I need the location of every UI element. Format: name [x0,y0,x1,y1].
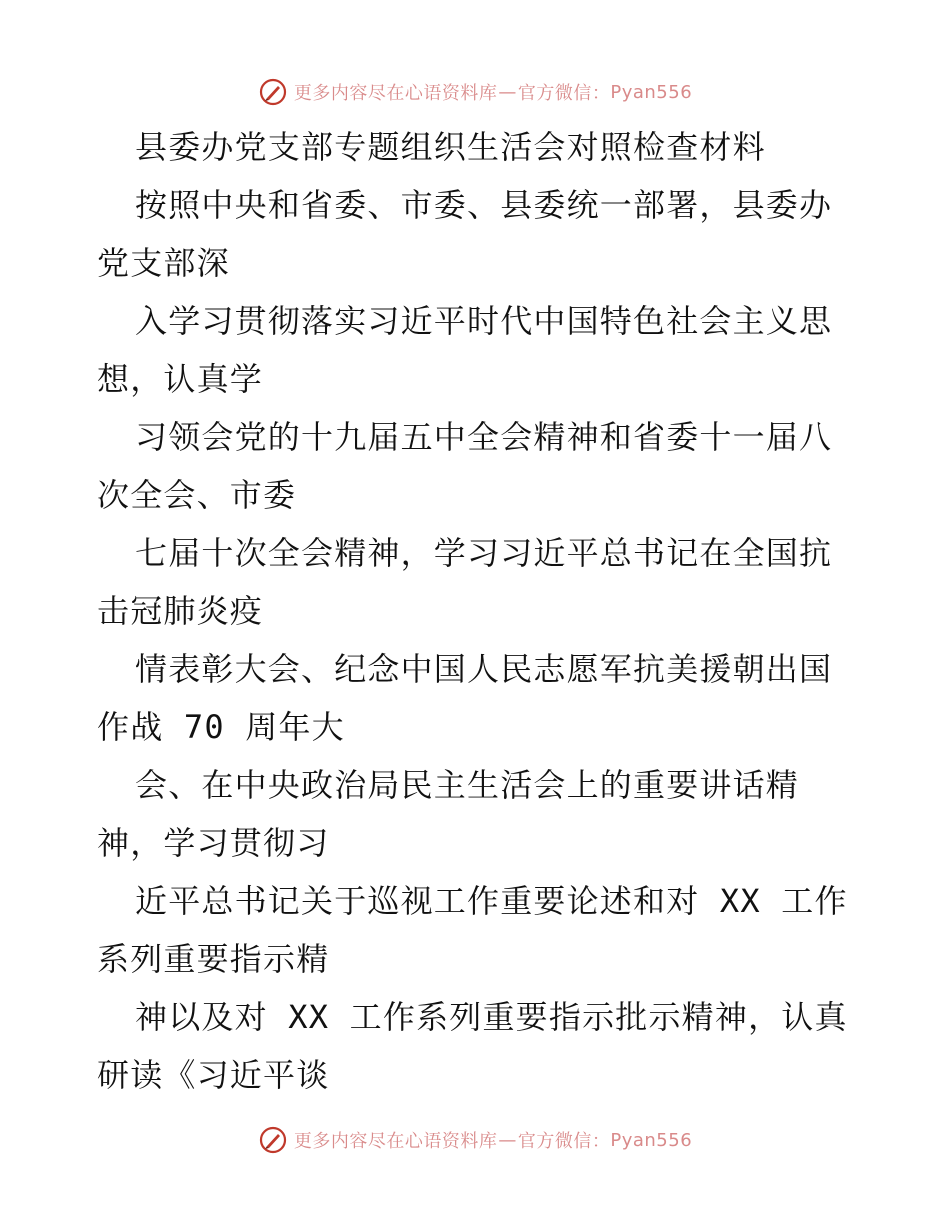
document-title: 县委办党支部专题组织生活会对照检查材料 [135,128,766,166]
document-line: 七届十次全会精神，学习习近平总书记在全国抗 [135,534,833,572]
document-line: 近平总书记关于巡视工作重要论述和对 XX 工作 [135,882,848,920]
document-line: 想，认真学 [97,360,264,398]
header-banner-account: Pyan556 [610,81,693,103]
document-body [97,118,857,1104]
document-line: 会、在中央政治局民主生活会上的重要讲话精 [135,766,800,804]
document-line: 神以及对 XX 工作系列重要指示批示精神，认真 [135,998,848,1036]
footer-banner-text: 更多内容尽在心语资料库 [293,1131,498,1152]
header-banner-official: 官方微信： [517,83,611,104]
document-line: 作战 70 周年大 [97,708,345,746]
footer-banner[interactable] [0,1120,950,1160]
footer-banner-official: 官方微信： [517,1131,611,1152]
document-line: 系列重要指示精 [97,940,330,978]
header-banner-text: 更多内容尽在心语资料库 [293,83,498,104]
quill-logo-icon [258,77,288,107]
document-line: 神，学习贯彻习 [97,824,330,862]
document-line: 击冠肺炎疫 [97,592,264,630]
document-line: 党支部深 [97,244,230,282]
quill-logo-icon [258,1125,288,1155]
header-banner[interactable] [0,72,950,112]
document-line: 入学习贯彻落实习近平时代中国特色社会主义思 [135,302,833,340]
header-banner-dash: — [498,81,517,103]
footer-banner-account: Pyan556 [610,1129,693,1151]
document-line: 情表彰大会、纪念中国人民志愿军抗美援朝出国 [135,650,833,688]
document-line: 研读《习近平谈 [97,1056,330,1094]
footer-banner-dash: — [498,1129,517,1151]
document-line: 习领会党的十九届五中全会精神和省委十一届八 [135,418,833,456]
document-line: 次全会、市委 [97,476,297,514]
document-line: 按照中央和省委、市委、县委统一部署，县委办 [135,186,833,224]
